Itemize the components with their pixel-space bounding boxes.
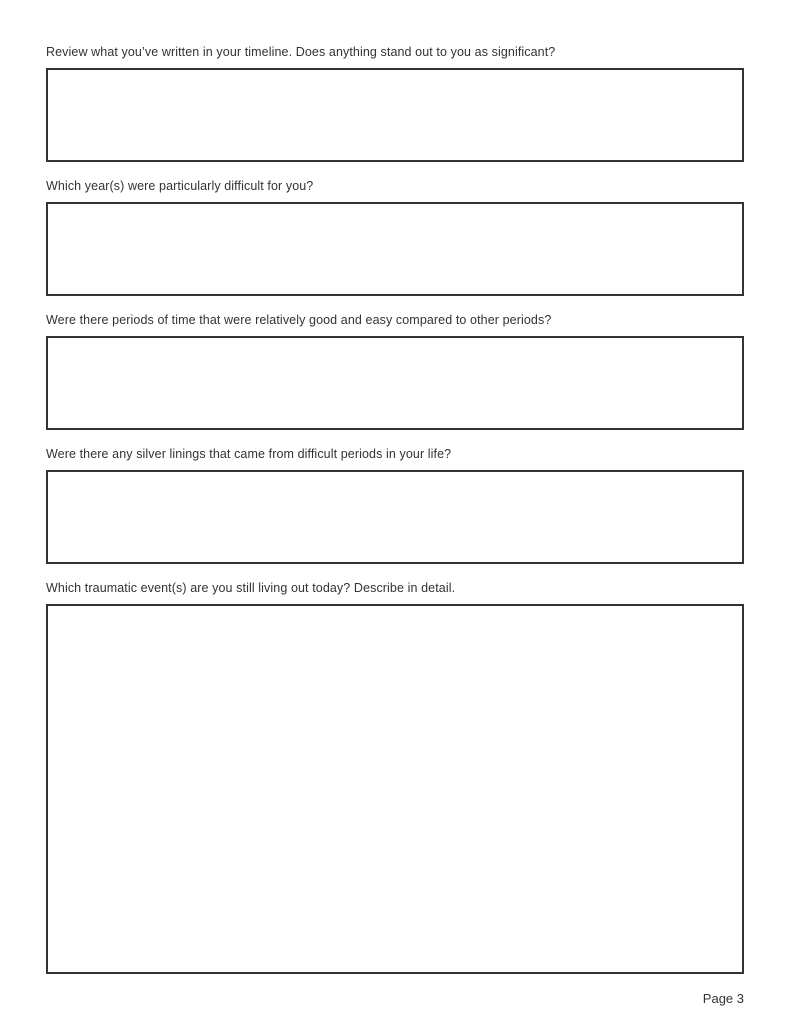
question-section-good-periods bbox=[46, 312, 744, 430]
question-label: Which year(s) were particularly difficult for you? bbox=[46, 179, 314, 193]
answer-box-difficult-years[interactable] bbox=[46, 202, 744, 296]
question-section-timeline-review bbox=[46, 44, 744, 162]
question-section-silver-linings bbox=[46, 446, 744, 564]
answer-box-timeline-review[interactable] bbox=[46, 68, 744, 162]
answer-box-silver-linings[interactable] bbox=[46, 470, 744, 564]
answer-box-good-periods[interactable] bbox=[46, 336, 744, 430]
question-section-traumatic-events bbox=[46, 580, 744, 974]
question-label: Were there periods of time that were relatively good and easy compared to other periods? bbox=[46, 313, 552, 327]
question-section-difficult-years bbox=[46, 178, 744, 296]
question-label: Which traumatic event(s) are you still living out today? Describe in detail. bbox=[46, 581, 456, 595]
answer-box-traumatic-events[interactable] bbox=[46, 604, 744, 974]
question-label: Were there any silver linings that came from difficult periods in your life? bbox=[46, 447, 452, 461]
question-label: Review what you’ve written in your timeline. Does anything stand out to you as significant? bbox=[46, 45, 556, 59]
page-number: Page 3 bbox=[702, 991, 744, 1006]
